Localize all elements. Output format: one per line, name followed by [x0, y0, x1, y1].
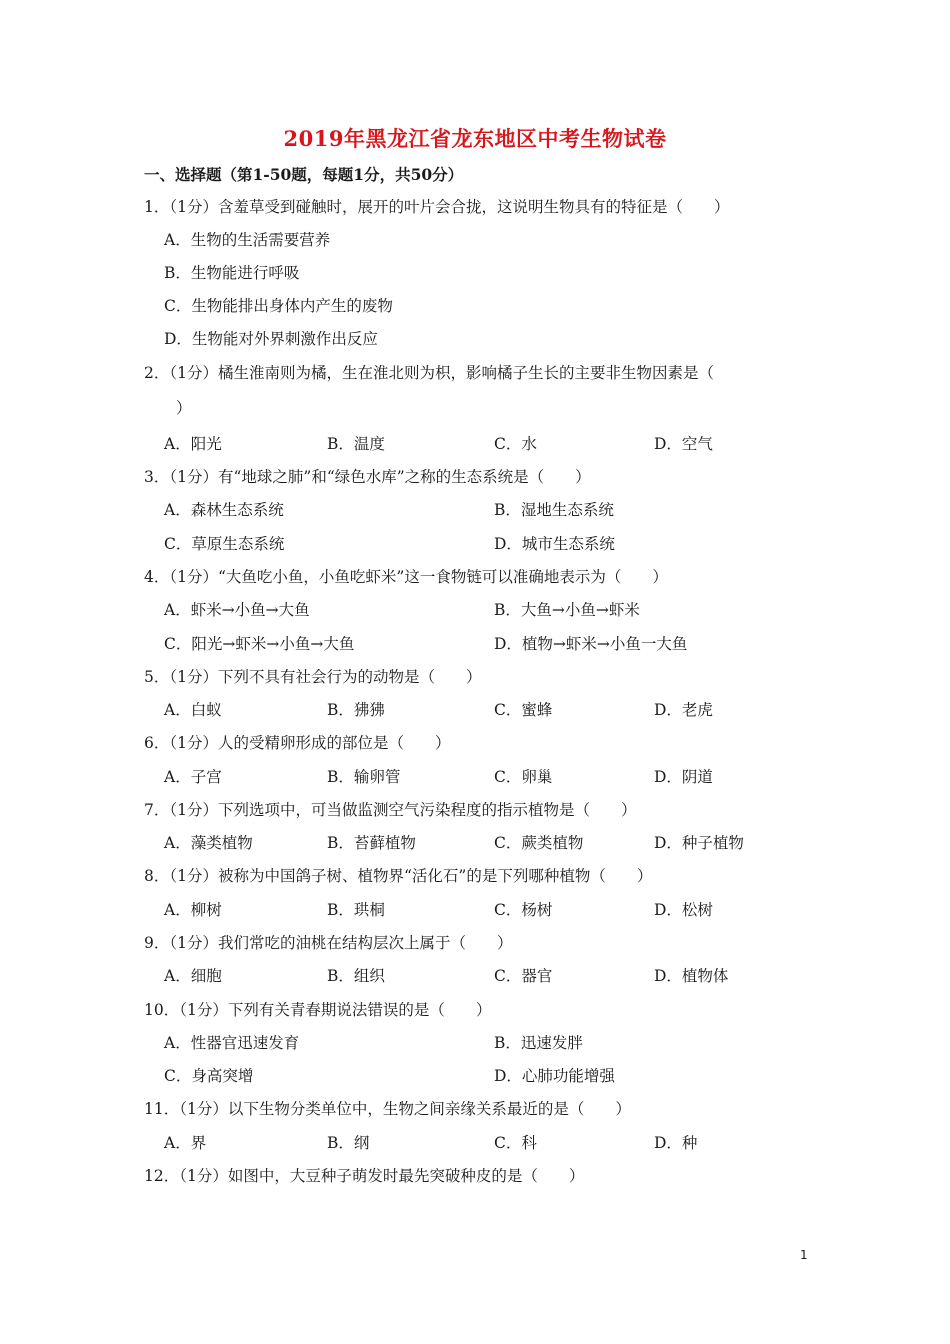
question-10: 10．（1分）下列有关青春期说法错误的是（ ）	[144, 1001, 492, 1019]
q11-option-c: C．科	[494, 1134, 537, 1152]
q2-option-b: B．温度	[327, 435, 385, 453]
q10-option-c: C．身高突增	[164, 1067, 254, 1085]
question-2-continuation: ）	[176, 399, 192, 417]
question-7: 7．（1分）下列选项中，可当做监测空气污染程度的指示植物是（ ）	[144, 801, 637, 819]
q3-option-c: C．草原生态系统	[164, 535, 285, 553]
q3-option-b: B．湿地生态系统	[494, 501, 614, 519]
question-2: 2．（1分）橘生淮南则为橘，生在淮北则为枳，影响橘子生长的主要非生物因素是（	[144, 364, 714, 382]
q6-option-d: D．阴道	[654, 768, 713, 786]
q8-option-b: B．珙桐	[327, 901, 385, 919]
question-3: 3．（1分）有“地球之肺”和“绿色水库”之称的生态系统是（ ）	[144, 468, 591, 486]
page-number: 1	[800, 1248, 808, 1262]
question-9: 9．（1分）我们常吃的油桃在结构层次上属于（ ）	[144, 934, 513, 952]
q9-option-c: C．器官	[494, 967, 553, 985]
q8-option-d: D．松树	[654, 901, 713, 919]
q4-option-a: A．虾米→小鱼→大鱼	[164, 601, 310, 619]
q3-option-a: A．森林生态系统	[164, 501, 284, 519]
question-4: 4．（1分）“大鱼吃小鱼，小鱼吃虾米”这一食物链可以准确地表示为（ ）	[144, 568, 668, 586]
q11-option-a: A．界	[164, 1134, 207, 1152]
q10-option-a: A．性器官迅速发育	[164, 1034, 300, 1052]
question-5: 5．（1分）下列不具有社会行为的动物是（ ）	[144, 668, 482, 686]
question-12: 12．（1分）如图中，大豆种子萌发时最先突破种皮的是（ ）	[144, 1167, 585, 1185]
question-8: 8．（1分）被称为中国鸽子树、植物界“活化石”的是下列哪种植物（ ）	[144, 867, 653, 885]
q5-option-a: A．白蚁	[164, 701, 222, 719]
question-11: 11．（1分）以下生物分类单位中，生物之间亲缘关系最近的是（ ）	[144, 1100, 631, 1118]
q1-option-a: A．生物的生活需要营养	[164, 231, 331, 249]
q5-option-d: D．老虎	[654, 701, 713, 719]
q11-option-b: B．纲	[327, 1134, 370, 1152]
section-heading: 一、选择题（第1-50题，每题1分，共50分）	[144, 165, 464, 184]
q7-option-a: A．藻类植物	[164, 834, 253, 852]
q4-option-d: D．植物→虾米→小鱼一大鱼	[494, 635, 688, 653]
q9-option-a: A．细胞	[164, 967, 222, 985]
q7-option-b: B．苔藓植物	[327, 834, 416, 852]
q8-option-a: A．柳树	[164, 901, 222, 919]
q2-option-c: C．水	[494, 435, 537, 453]
q5-option-c: C．蜜蜂	[494, 701, 553, 719]
q10-option-b: B．迅速发胖	[494, 1034, 583, 1052]
q7-option-c: C．蕨类植物	[494, 834, 584, 852]
q4-option-b: B．大鱼→小鱼→虾米	[494, 601, 640, 619]
q7-option-d: D．种子植物	[654, 834, 744, 852]
q6-option-a: A．子宫	[164, 768, 222, 786]
q9-option-d: D．植物体	[654, 967, 729, 985]
q5-option-b: B．狒狒	[327, 701, 385, 719]
q2-option-a: A．阳光	[164, 435, 222, 453]
q11-option-d: D．种	[654, 1134, 698, 1152]
question-6: 6．（1分）人的受精卵形成的部位是（ ）	[144, 734, 451, 752]
q2-option-d: D．空气	[654, 435, 713, 453]
q6-option-c: C．卵巢	[494, 768, 553, 786]
q10-option-d: D．心肺功能增强	[494, 1067, 615, 1085]
q1-option-b: B．生物能进行呼吸	[164, 264, 300, 282]
q4-option-c: C．阳光→虾米→小鱼→大鱼	[164, 635, 355, 653]
q1-option-d: D．生物能对外界刺激作出反应	[164, 330, 378, 348]
q6-option-b: B．输卵管	[327, 768, 401, 786]
q1-option-c: C．生物能排出身体内产生的废物	[164, 297, 393, 315]
q9-option-b: B．组织	[327, 967, 385, 985]
q8-option-c: C．杨树	[494, 901, 553, 919]
page-title: 2019年黑龙江省龙东地区中考生物试卷	[283, 126, 667, 151]
question-1: 1．（1分）含羞草受到碰触时，展开的叶片会合拢，这说明生物具有的特征是（ ）	[144, 198, 730, 216]
q3-option-d: D．城市生态系统	[494, 535, 615, 553]
